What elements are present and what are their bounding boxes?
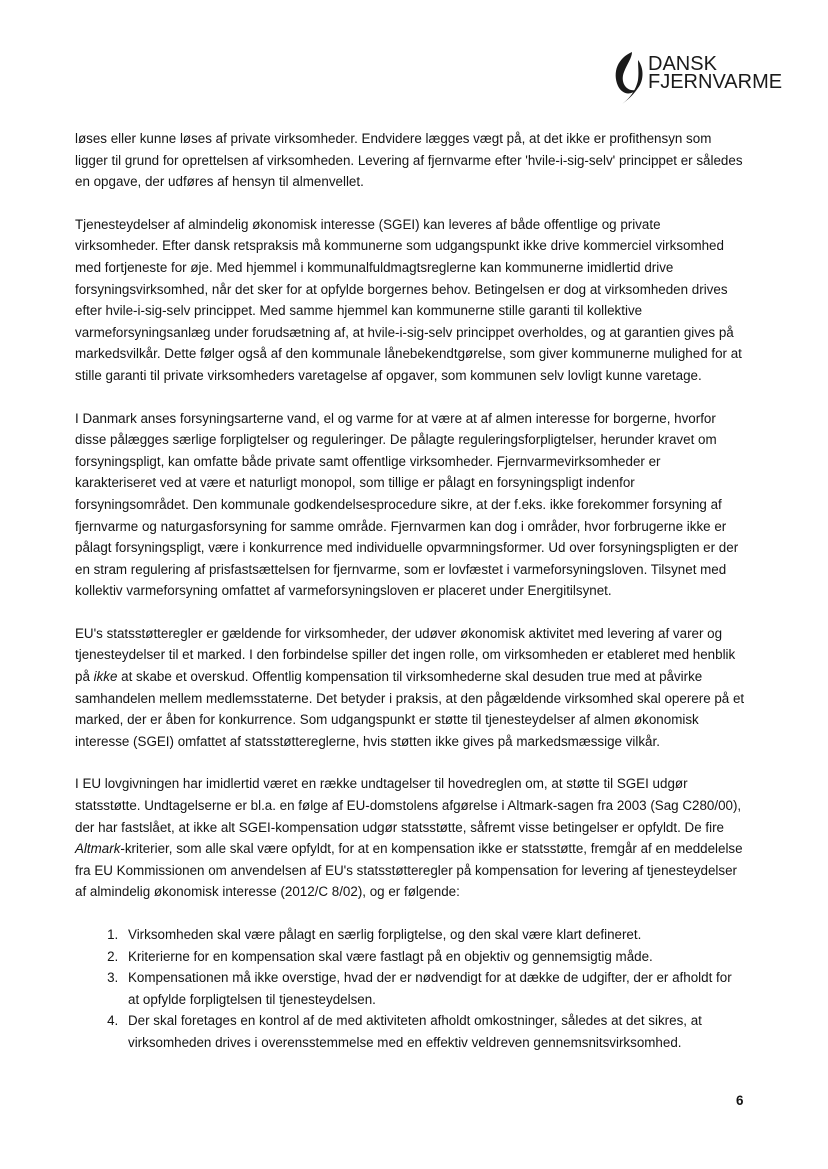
flame-swirl-icon (608, 50, 648, 106)
paragraph-3: I Danmark anses forsyningsarterne vand, el og varme for at være at af almen interesse for borgerne, hvorfor disse pålægges særlige forpligtelser og reguleringer. De pålagte reguleringsforpligtelser, herunder kravet om forsyningspligt, kan omfatte både private samt offentlige virksomheder. Fjernvarmevirksomheder er karakteriseret ved at være et naturligt monopol, som tillige er pålagt en forsyningspligt indenfor forsyningsområdet. Den kommunale godkendelsesprocedure sikre, at der f.eks. ikke forekommer forsyning af fjernvarme og naturgasforsyning for samme område. Fjernvarmen kan dog i områder, hvor forbrugerne ikke er pålagt forsyningspligt, være i konkurrence med individuelle opvarmningsformer. Ud over forsyningspligten er der en stram regulering af prisfastsættelsen for fjernvarme, som er lovfæstet i varmeforsyningsloven. Tilsynet med kollektiv varmeforsyning omfattet af varmeforsyningsloven er placeret under Energitilsynet. (75, 410, 739, 599)
paragraph-2: Tjenesteydelser af almindelig økonomisk interesse (SGEI) kan leveres af både offentlige og private virksomheder. Efter dansk retspraksis må kommunerne som udgangspunkt ikke drive kommerciel virksomhed med fortjeneste for øje. Med hjemmel i kommunalfuldmagtsreglerne kan kommunerne imidlertid drive forsyningsvirksomhed, når det sker for at opfylde borgernes behov. Betingelsen er dog at virksomheden drives efter hvile-i-sig-selv princippet. Med samme hjemmel kan kommunerne stille garanti til kollektive varmeforsyningsanlæg under forudsætning af, at hvile-i-sig-selv princippet overholdes, og at garantien gives på markedsvilkår. Dette følger også af den kommunale lånebekendtgørelse, som giver kommunerne mulighed for at stille garanti til private virksomheders varetagelse af opgaver, som kommunen selv lovligt kunne varetage. (75, 216, 742, 383)
criteria-item-4: 4. Der skal foretages en kontrol af de med aktiviteten afholdt omkostninger, således at det sikres, at virksomheden drives i overensstemmelse med en effektiv veldreven gennemsnitsvirksomhed. (122, 1010, 745, 1053)
logo-line-dansk: DANSK (648, 53, 717, 75)
paragraph-1: løses eller kunne løses af private virksomheder. Endvidere lægges vægt på, at det ikke er profithensyn som ligger til grund for oprettelsen af virksomheden. Levering af fjernvarme efter 'hvile-i-sig-selv' princippet er således en opgave, der udføres af hensyn til almenvellet. (75, 131, 743, 190)
page-number: 6 (736, 1093, 744, 1108)
paragraph-4 (75, 623, 745, 753)
criteria-item-3: 3. Kompensationen må ikke overstige, hvad der er nødvendigt for at dække de udgifter, der er afholdt for at opfylde forpligtelsen til tjenesteydelsen. (122, 967, 745, 1010)
paragraph-5-text-a: I EU lovgivningen har imidlertid været en række undtagelser til hovedreglen om, at støtte til SGEI udgør statsstøtte. Undtagelserne er bl.a. en følge af EU-domstolens afgørelse i Altmark-sagen fra 2003 (Sag C280/00), der har fastslået, at ikke alt SGEI-kompensation udgør statsstøtte, såfremt visse betingelser er opfyldt. De fire (75, 776, 742, 835)
paragraph-5-emphasis: Altmark (75, 841, 121, 857)
criteria-item-1: 1. Virksomheden skal være pålagt en særlig forpligtelse, og den skal være klart defineret. (122, 924, 745, 946)
dansk-fjernvarme-logo (608, 50, 786, 106)
document-body (75, 128, 745, 1054)
altmark-criteria-list (75, 924, 745, 1054)
criteria-item-2: 2. Kriterierne for en kompensation skal være fastlagt på en objektiv og gennemsigtig måde. (122, 946, 745, 968)
paragraph-4-text-a: EU's statsstøtteregler er gældende for virksomheder, der udøver økonomisk aktivitet med levering af varer og tjenesteydelser til et marked. I den forbindelse spiller det ingen rolle, om virksomheden er etableret med henblik på (75, 625, 736, 685)
logo-line-fjernvarme: FJERNVARME (648, 71, 783, 93)
paragraph-5 (75, 773, 745, 903)
paragraph-4-emphasis: ikke (93, 669, 118, 685)
paragraph-5-text-b: -kriterier, som alle skal være opfyldt, for at en kompensation ikke er statsstøtte, fremgår af en meddelelse fra EU Kommissionen om anvendelsen af EU's statsstøtteregler på kompensation for levering af tjenesteydelser af almindelig økonomisk interesse (2012/C 8/02), og er følgende: (75, 841, 743, 900)
paragraph-4-text-b: at skabe et overskud. Offentlig kompensation til virksomhederne skal desuden true med at påvirke samhandelen mellem medlemsstaterne. Det betyder i praksis, at den pågældende virksomhed skal operere på et marked, der er åben for konkurrence. Som udgangspunkt er støtte til tjenesteydelser af almen økonomisk interesse (SGEI) omfattet af statsstøttereglerne, hvis støtten ikke gives på markedsmæssige vilkår. (75, 669, 745, 749)
